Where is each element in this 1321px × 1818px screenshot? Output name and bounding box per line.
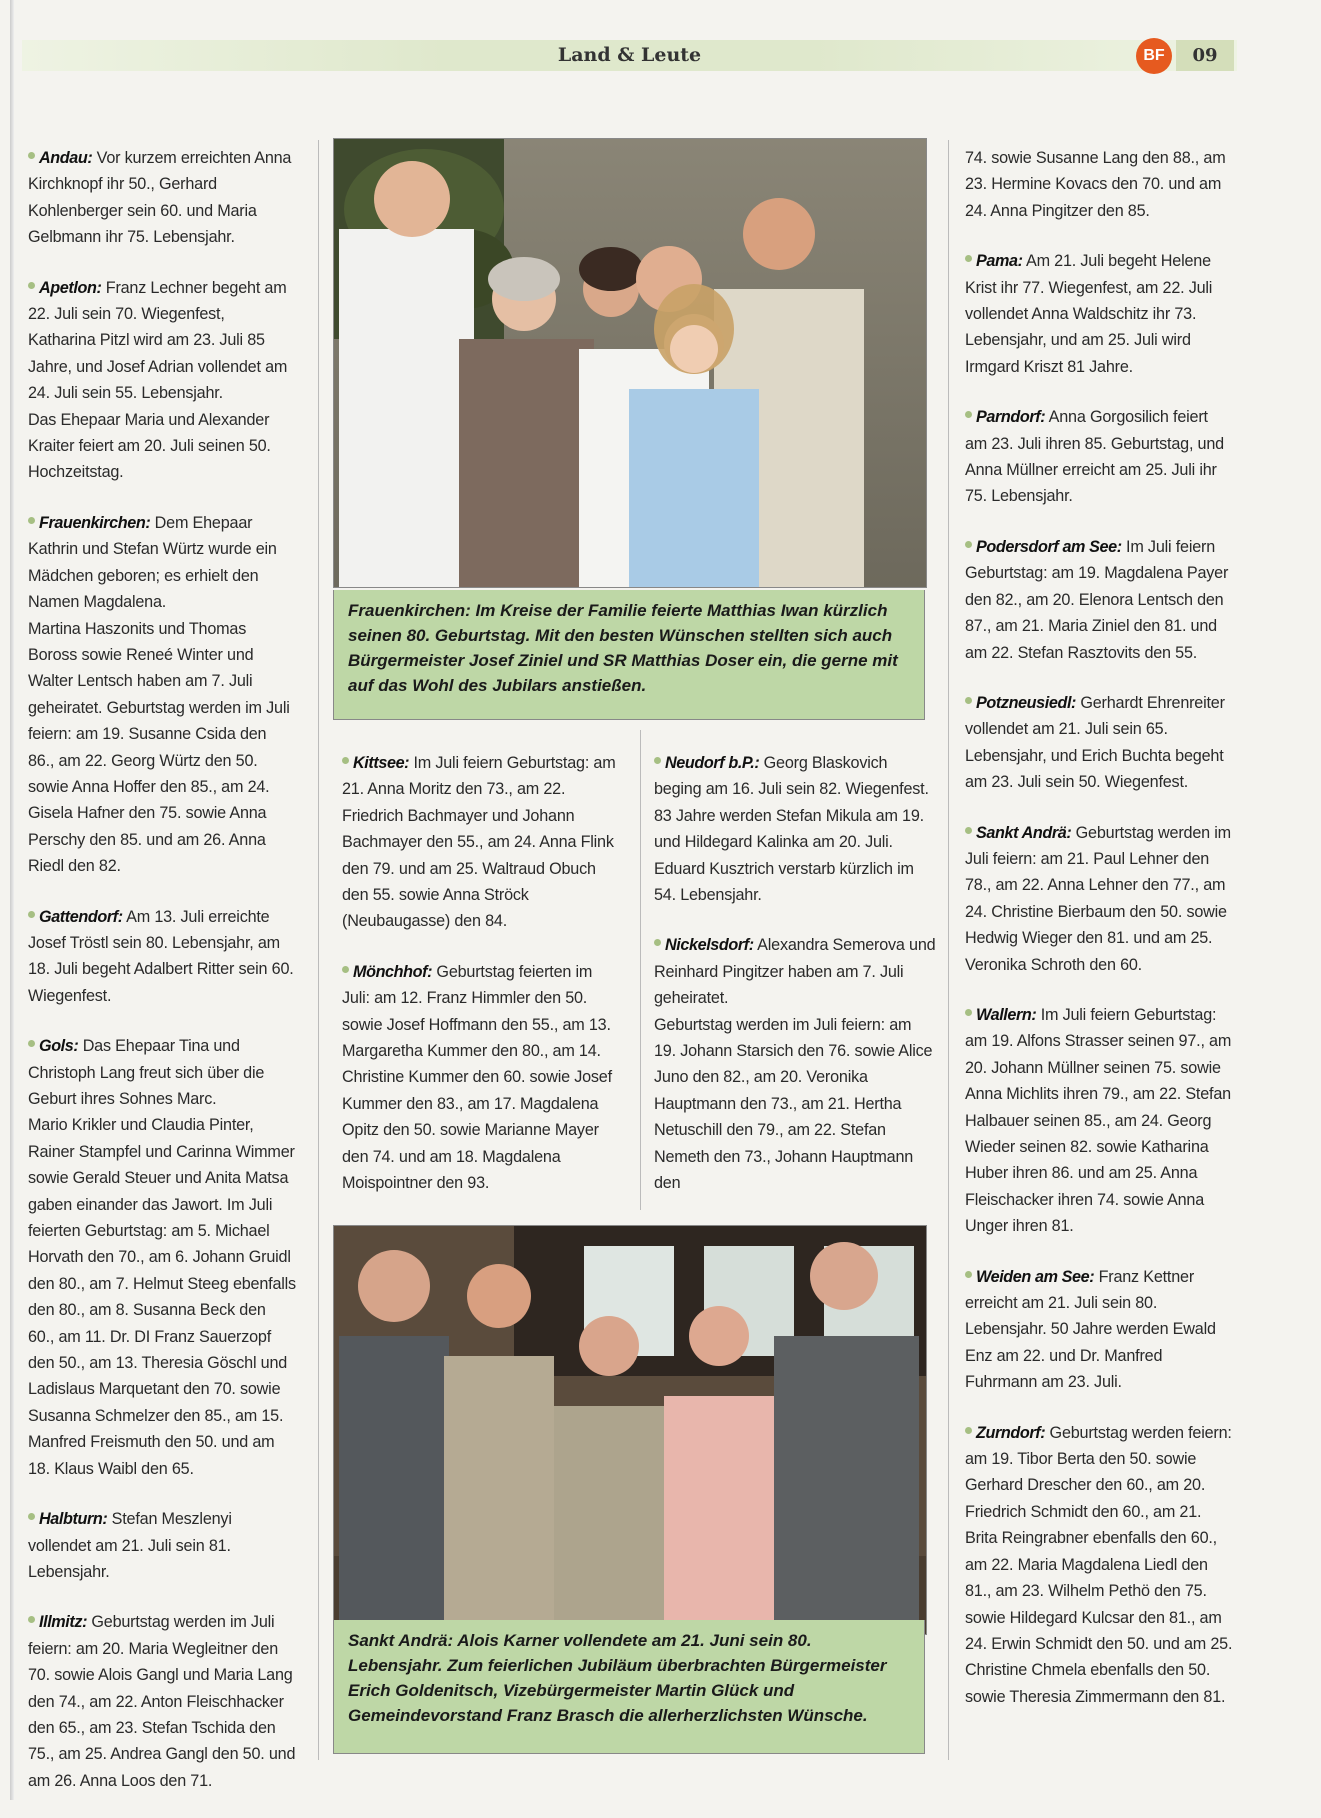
entry-body: Anna Gorgosilich feiert am 23. Juli ihren 85. Geburtstag, und Anna Müllner erreicht am 25. Juli ihr 75. Lebensjahr. xyxy=(965,408,1224,506)
news-entry xyxy=(965,145,1233,224)
bullet-icon xyxy=(28,282,35,289)
bullet-icon xyxy=(965,827,972,834)
photo-caption-sankt-andrae: Sankt Andrä: Alois Karner vollendete am 21. Juni sein 80. Lebensjahr. Zum feierlichen Jubiläum überbrachten Bürgermeister Erich Goldenitsch, Vizebürgermeister Martin Glück und Gemeindevorstand Franz Brasch die allerherzlichsten Wünsche. xyxy=(333,1620,925,1754)
place-name: Podersdorf am See: xyxy=(976,537,1122,556)
news-entry xyxy=(28,510,296,880)
entry-body: Das Ehepaar Tina und Christoph Lang freut sich über die Geburt ihres Sohnes Marc. xyxy=(28,1037,265,1108)
place-name: Pama: xyxy=(976,252,1023,271)
news-entry-text xyxy=(965,1002,1233,1240)
news-entry xyxy=(965,404,1233,510)
bullet-icon xyxy=(965,541,972,548)
section-header xyxy=(22,40,1237,71)
news-entry-text xyxy=(28,1033,296,1112)
column-divider xyxy=(948,140,949,1760)
place-name: Halbturn: xyxy=(39,1510,108,1529)
family-group-photo xyxy=(333,138,927,588)
place-name: Wallern: xyxy=(976,1005,1037,1024)
entry-body: Geburtstag werden im Juli feiern: am 21. Paul Lehner den 78., am 22. Anna Lehner den 77., am 24. Christine Bierbaum den 50. sowie Hedwig Wieger den 81. und am 25. Veronika Schroth den 60. xyxy=(965,823,1231,974)
news-entry xyxy=(28,275,296,486)
news-entry-text xyxy=(965,1420,1233,1710)
column-divider xyxy=(318,140,319,1760)
bullet-icon xyxy=(28,152,35,159)
bullet-icon xyxy=(342,757,349,764)
entry-extra: Geburtstag werden im Juli feiern: am 19. Johann Starsich den 76. sowie Alice Juno den 82., am 20. Veronika Hauptmann den 73., am 21. Hertha Netuschill den 79., am 22. Stefan Nemeth den 73., Johann Hauptmann den xyxy=(654,1015,933,1193)
bullet-icon xyxy=(28,1040,35,1047)
place-name: Kittsee: xyxy=(353,754,410,772)
bullet-icon xyxy=(28,911,35,918)
bullet-icon xyxy=(342,966,349,973)
news-entry-text xyxy=(28,904,296,1010)
bullet-icon xyxy=(965,1427,972,1434)
news-entry-text xyxy=(28,1506,296,1585)
news-entry-text xyxy=(965,1264,1233,1396)
photo-caption-frauenkirchen: Frauenkirchen: Im Kreise der Familie feierte Matthias Iwan kürzlich seinen 80. Geburtstag. Mit den besten Wünschen stellten sich auch Bürgermeister Josef Ziniel und SR Matthias Doser ein, die gerne mit auf das Wohl des Jubilars anstießen. xyxy=(333,590,925,720)
page-number: 09 xyxy=(1176,40,1234,71)
news-entry xyxy=(342,959,624,1197)
entry-extra: Das Ehepaar Maria und Alexander Kraiter feiert am 20. Juli seinen 50. Hochzeitstag. xyxy=(28,410,271,482)
news-entry-text xyxy=(28,1609,296,1794)
news-entry xyxy=(965,690,1233,796)
entry-body: Alexandra Semerova und Reinhard Pingitzer haben am 7. Juli geheiratet. xyxy=(654,936,936,1008)
entry-body: Geburtstag werden feiern: am 19. Tibor Berta den 50. sowie Gerhard Drescher den 60., am 20. Friedrich Schmidt den 60., am 21. Brita Reingrabner ebenfalls den 60., am 22. Maria Magdalena Liedl den 81., am 23. Wilhelm Pethö den 75. sowie Hildegard Kulcsar den 81., am 24. Erwin Schmidt den 50. und am 25. Christine Chmela ebenfalls den 50. sowie Theresia Zimmermann den 81. xyxy=(965,1423,1233,1706)
news-entry xyxy=(28,1506,296,1585)
news-entry xyxy=(965,1420,1233,1710)
bullet-icon xyxy=(28,517,35,524)
place-name: Nickelsdorf: xyxy=(665,936,754,955)
news-entry xyxy=(654,750,936,908)
sankt-andrae-group-photo xyxy=(333,1225,927,1635)
entry-extra: Mario Krikler und Claudia Pinter, Rainer Stampfel und Carinna Wimmer sowie Gerald Steuer und Anita Matsa gaben einander das Jawort. Im Juli feierten Geburtstag: am 5. Michael Horvath den 70., am 6. Johann Gruidl den 80., am 7. Helmut Steeg ebenfalls den 80., am 8. Susanna Beck den 60., am 11. Dr. DI Franz Sauerzopf den 50., am 13. Theresia Göschl und Ladislaus Marquetant den 70. sowie Susanna Schmelzer den 85., am 15. Manfred Freismuth den 50. und am 18. Klaus Waibl den 65. xyxy=(28,1116,296,1478)
place-name: Zurndorf: xyxy=(976,1423,1046,1442)
entry-body: Georg Blaskovich beging am 16. Juli sein 82. Wiegenfest. xyxy=(654,754,929,799)
entry-body: Im Juli feiern Geburtstag: am 19. Magdalena Payer den 82., am 20. Elenora Lentsch den 87., am 21. Maria Ziniel den 81. und am 22. Stefan Rasztovits den 55. xyxy=(965,537,1229,662)
bullet-icon xyxy=(654,757,661,764)
news-entry xyxy=(28,1609,296,1794)
place-name: Andau: xyxy=(39,149,93,167)
page-edge xyxy=(10,0,14,1800)
news-entry xyxy=(342,750,624,935)
place-name: Weiden am See: xyxy=(976,1267,1095,1286)
news-entry-text xyxy=(965,820,1233,978)
news-entry xyxy=(965,1002,1233,1240)
bullet-icon xyxy=(28,1513,35,1520)
place-name: Potzneusiedl: xyxy=(976,693,1077,712)
place-name: Gols: xyxy=(39,1037,79,1056)
middle-column-2 xyxy=(654,750,936,1221)
column-divider xyxy=(640,730,641,1210)
entry-body: Im Juli feiern Geburtstag: am 19. Alfons Strasser seinen 97., am 20. Johann Müllner seinen 75. sowie Anna Michlits ihren 79., am 22. Stefan Halbauer seinen 85., am 24. Georg Wieder seinen 82. sowie Katharina Huber ihren 86. und am 25. Anna Fleischacker ihren 74. sowie Anna Unger ihren 81. xyxy=(965,1005,1232,1236)
bullet-icon xyxy=(965,255,972,262)
entry-body: Franz Kettner erreicht am 21. Juli sein 80. Lebensjahr. 50 Jahre werden Ewald Enz am 22. und Dr. Manfred Fuhrmann am 23. Juli. xyxy=(965,1267,1216,1392)
bullet-icon xyxy=(28,1616,35,1623)
place-name: Mönchhof: xyxy=(353,962,433,981)
entry-body: Im Juli feiern Geburtstag: am 21. Anna Moritz den 73., am 22. Friedrich Bachmayer und Johann Bachmayer den 55., am 24. Anna Flink den 79. und am 25. Waltraud Obuch den 55. sowie Anna Ströck (Neubaugasse) den 84. xyxy=(342,754,616,931)
entry-body: Stefan Meszlenyi vollendet am 21. Juli sein 81. Lebensjahr. xyxy=(28,1510,232,1581)
news-entry xyxy=(965,1264,1233,1396)
news-entry xyxy=(28,1033,296,1482)
news-entry-text xyxy=(965,145,1233,224)
bf-logo: BF xyxy=(1136,38,1172,74)
news-entry-text xyxy=(342,959,624,1197)
news-entry-text xyxy=(28,510,296,616)
left-column xyxy=(28,145,296,1818)
news-entry-text xyxy=(28,145,296,251)
news-entry-text xyxy=(342,750,624,935)
bullet-icon xyxy=(965,411,972,418)
bullet-icon xyxy=(965,1009,972,1016)
bullet-icon xyxy=(965,697,972,704)
entry-body: Vor kurzem erreichten Anna Kirchknopf ihr 50., Gerhard Kohlenberger sein 60. und Maria Gelbmann ihr 75. Lebensjahr. xyxy=(28,149,292,247)
entry-extra: 83 Jahre werden Stefan Mikula am 19. und Hildegard Kalinka am 20. Juli. Eduard Kusztrich verstarb kürzlich im 54. Lebensjahr. xyxy=(654,806,924,905)
entry-body: Dem Ehepaar Kathrin und Stefan Würtz wurde ein Mädchen geboren; es erhielt den Namen Magdalena. xyxy=(28,513,277,612)
entry-body: Am 21. Juli begeht Helene Krist ihr 77. Wiegenfest, am 22. Juli vollendet Anna Waldschitz ihr 73. Lebensjahr, und am 25. Juli wird Irmgard Kriszt 81 Jahre. xyxy=(965,252,1213,376)
news-entry xyxy=(965,534,1233,666)
right-column xyxy=(965,145,1233,1734)
entry-extra: Martina Haszonits und Thomas Boross sowie Reneé Winter und Walter Lentsch haben am 7. Juli geheiratet. Geburtstag werden im Juli feiern: am 19. Susanne Csida den 86., am 22. Georg Würtz den 50. sowie Anna Hoffer den 85., am 24. Gisela Hafner den 75. sowie Anna Perschy den 85. und am 26. Anna Riedl den 82. xyxy=(28,619,290,876)
entry-body: 74. sowie Susanne Lang den 88., am 23. Hermine Kovacs den 70. und am 24. Anna Pingitzer den 85. xyxy=(965,149,1226,220)
entry-body: Am 13. Juli erreichte Josef Tröstl sein 80. Lebensjahr, am 18. Juli begeht Adalbert Ritter sein 60. Wiegenfest. xyxy=(28,907,294,1005)
news-entry-text xyxy=(965,248,1233,380)
section-title: Land & Leute xyxy=(557,44,702,66)
news-entry-text xyxy=(965,534,1233,666)
entry-body: Franz Lechner begeht am 22. Juli sein 70. Wiegenfest, Katharina Pitzl wird am 23. Juli 85 Jahre, und Josef Adrian vollendet am 24. Juli sein 55. Lebensjahr. xyxy=(28,278,288,403)
place-name: Neudorf b.P.: xyxy=(665,754,760,772)
news-entry-text xyxy=(654,750,936,803)
place-name: Gattendorf: xyxy=(39,907,123,926)
place-name: Frauenkirchen: xyxy=(39,513,151,532)
news-entry xyxy=(965,248,1233,380)
entry-body: Geburtstag feierten im Juli: am 12. Franz Himmler den 50. sowie Josef Hoffmann den 55., am 13. Margaretha Kummer den 80., am 14. Christine Kummer den 60. sowie Josef Kummer den 83., am 17. Magdalena Opitz den 50. sowie Marianne Mayer den 74. und am 18. Magdalena Moispointner den 93. xyxy=(342,962,612,1193)
bullet-icon xyxy=(965,1271,972,1278)
news-entry xyxy=(28,904,296,1010)
entry-body: Geburtstag werden im Juli feiern: am 20. Maria Wegleitner den 70. sowie Alois Gangl und Maria Lang den 74., am 22. Anton Fleischhacker den 65., am 23. Stefan Tschida den 75., am 25. Andrea Gangl den 50. und am 26. Anna Loos den 71. xyxy=(28,1613,296,1790)
middle-column-1 xyxy=(342,750,624,1221)
place-name: Illmitz: xyxy=(39,1613,88,1632)
news-entry-text xyxy=(965,404,1233,510)
place-name: Sankt Andrä: xyxy=(976,823,1072,842)
bullet-icon xyxy=(654,939,661,946)
place-name: Apetlon: xyxy=(39,278,102,297)
news-entry xyxy=(28,145,296,251)
entry-body: Gerhardt Ehrenreiter vollendet am 21. Juli sein 65. Lebensjahr, und Erich Buchta begeht am 23. Juli sein 50. Wiegenfest. xyxy=(965,693,1225,792)
news-entry xyxy=(965,820,1233,978)
news-entry-text xyxy=(28,275,296,407)
news-entry xyxy=(654,932,936,1196)
place-name: Parndorf: xyxy=(976,408,1046,427)
news-entry-text xyxy=(654,932,936,1011)
news-entry-text xyxy=(965,690,1233,796)
